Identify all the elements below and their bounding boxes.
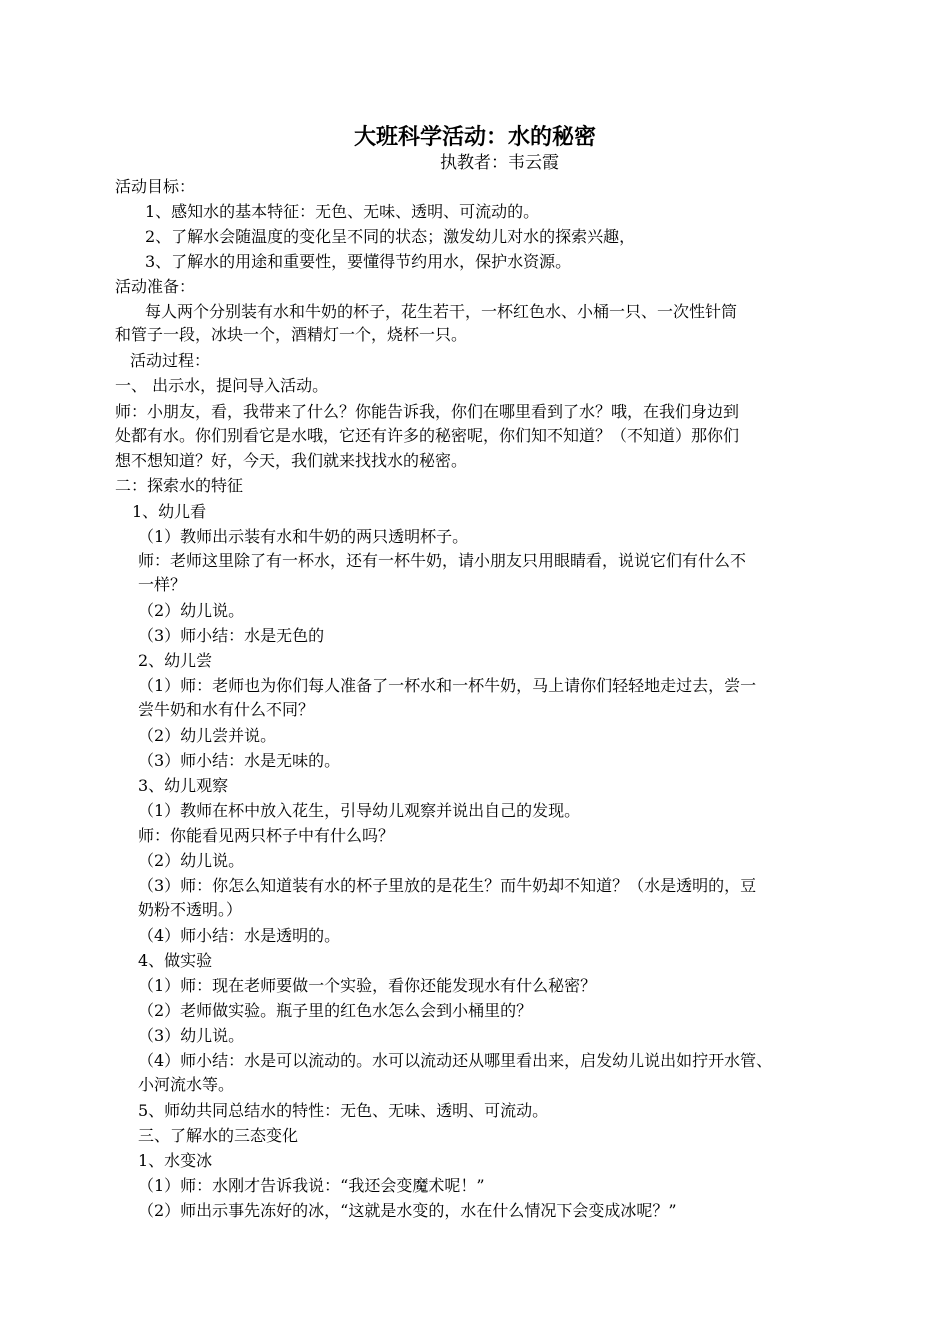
body-line: （1）师：老师也为你们每人准备了一杯水和一杯牛奶，马上请你们轻轻地走过去，尝一	[138, 676, 757, 695]
body-line: 一样？	[138, 575, 187, 594]
body-line: 活动准备：	[115, 277, 196, 296]
body-line: 3、幼儿观察	[138, 776, 229, 795]
body-line: （3）幼儿说。	[138, 1026, 245, 1045]
body-line: 5、师幼共同总结水的特性：无色、无味、透明、可流动。	[138, 1101, 549, 1120]
body-line: （1）教师出示装有水和牛奶的两只透明杯子。	[138, 527, 469, 546]
body-line: 想不想知道？好，今天，我们就来找找水的秘密。	[115, 451, 468, 470]
body-line: （2）师出示事先冻好的冰，“这就是水变的，水在什么情况下会变成冰呢？”	[138, 1201, 677, 1220]
body-line: （3）师小结：水是无味的。	[138, 751, 341, 770]
body-line: 尝牛奶和水有什么不同？	[138, 700, 315, 719]
body-line: 3、了解水的用途和重要性，要懂得节约用水，保护水资源。	[145, 252, 572, 271]
body-line: 一、 出示水，提问导入活动。	[115, 376, 329, 395]
body-line: 1、幼儿看	[132, 502, 207, 521]
document-title: 大班科学活动：水的秘密	[353, 125, 596, 150]
body-line: （3）师小结：水是无色的	[138, 626, 325, 645]
body-line: （4）师小结：水是透明的。	[138, 926, 341, 945]
body-line: 4、做实验	[138, 951, 213, 970]
body-line: 活动过程：	[130, 351, 211, 370]
body-line: （2）幼儿说。	[138, 851, 245, 870]
body-line: 小河流水等。	[138, 1075, 235, 1094]
body-line: 师：老师这里除了有一杯水，还有一杯牛奶，请小朋友只用眼睛看，说说它们有什么不	[138, 551, 747, 570]
body-line: 和管子一段，冰块一个，酒精灯一个，烧杯一只。	[115, 325, 468, 344]
body-line: 处都有水。你们别看它是水哦，它还有许多的秘密呢，你们知不知道？（不知道）那你们	[115, 426, 740, 445]
body-line: 1、水变冰	[138, 1151, 213, 1170]
body-line: 奶粉不透明。）	[138, 900, 243, 919]
body-line: （2）老师做实验。瓶子里的红色水怎么会到小桶里的？	[138, 1001, 533, 1020]
body-line: 2、幼儿尝	[138, 651, 213, 670]
body-line: （2）幼儿尝并说。	[138, 726, 277, 745]
body-line: （4）师小结：水是可以流动的。水可以流动还从哪里看出来，启发幼儿说出如拧开水管、	[138, 1051, 773, 1070]
body-line: 活动目标：	[115, 177, 196, 196]
author-line: 执教者：韦云霞	[440, 153, 559, 173]
body-line: （1）师：水刚才告诉我说：“我还会变魔术呢！”	[138, 1176, 485, 1195]
body-line: 师：你能看见两只杯子中有什么吗？	[138, 826, 395, 845]
body-line: （3）师：你怎么知道装有水的杯子里放的是花生？而牛奶却不知道？（水是透明的，豆	[138, 876, 757, 895]
body-line: （1）教师在杯中放入花生，引导幼儿观察并说出自己的发现。	[138, 801, 581, 820]
body-line: 每人两个分别装有水和牛奶的杯子，花生若干，一杯红色水、小桶一只、一次性针筒	[145, 302, 738, 321]
body-line: （2）幼儿说。	[138, 601, 245, 620]
body-line: 师：小朋友，看，我带来了什么？你能告诉我，你们在哪里看到了水？哦，在我们身边到	[115, 402, 740, 421]
body-line: 二：探索水的特征	[115, 476, 244, 495]
body-line: 2、了解水会随温度的变化呈不同的状态；激发幼儿对水的探索兴趣，	[145, 227, 636, 246]
body-line: 三、了解水的三态变化	[138, 1126, 299, 1145]
body-line: 1、感知水的基本特征：无色、无味、透明、可流动的。	[145, 202, 540, 221]
body-line: （1）师：现在老师要做一个实验，看你还能发现水有什么秘密？	[138, 976, 597, 995]
